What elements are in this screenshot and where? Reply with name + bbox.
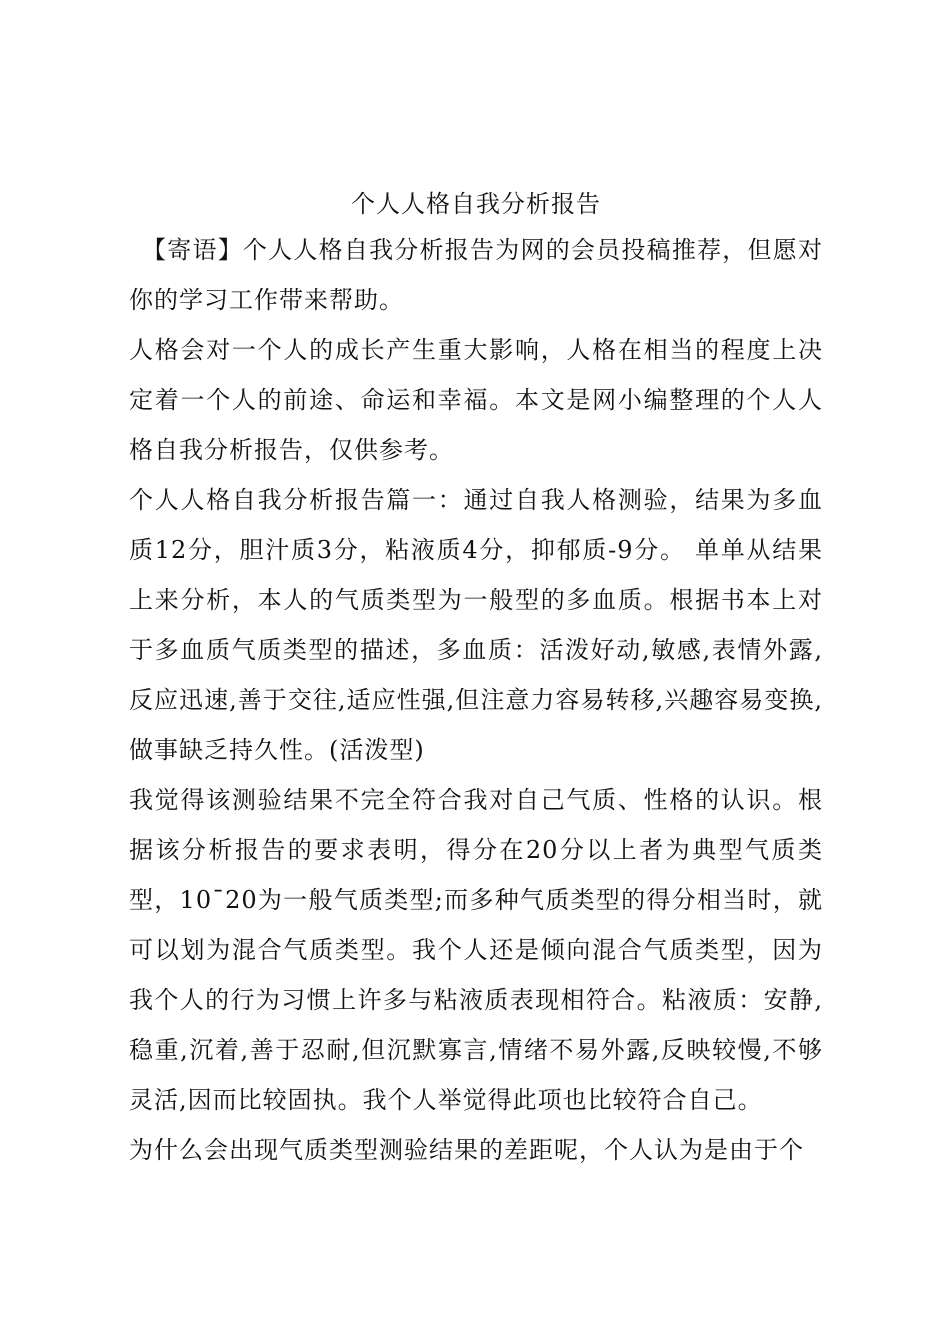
test-result-paragraph: 个人人格自我分析报告篇一：通过自我人格测验，结果为多血质12分，胆汁质3分，粘液质4分，抑郁质-9分。 单单从结果上来分析，本人的气质类型为一般型的多血质。根据书本上对于多血质气质类型的描述，多血质：活泼好动,敏感,表情外露,反应迅速,善于交往,适应性强,但注意力容易转移,兴趣容易变换,做事缺乏持久性。(活泼型) (129, 486, 823, 764)
question-paragraph: 为什么会出现气质类型测验结果的差距呢，个人认为是由于个 (129, 1136, 804, 1164)
foreword-paragraph: 【寄语】个人人格自我分析报告为网的会员投稿推荐，但愿对你的学习工作带来帮助。 (129, 236, 823, 314)
intro-paragraph: 人格会对一个人的成长产生重大影响，人格在相当的程度上决定着一个人的前途、命运和幸福。本文是网小编整理的个人人格自我分析报告，仅供参考。 (129, 336, 823, 464)
document-body (129, 188, 823, 1175)
document-title: 个人人格自我分析报告 (351, 190, 601, 218)
analysis-paragraph: 我觉得该测验结果不完全符合我对自己气质、性格的认识。根据该分析报告的要求表明，得分在20分以上者为典型气质类型，10¯20为一般气质类型;而多种气质类型的得分相当时，就可以划为混合气质类型。我个人还是倾向混合气质类型，因为我个人的行为习惯上许多与粘液质表现相符合。粘液质：安静,稳重,沉着,善于忍耐,但沉默寡言,情绪不易外露,反映较慢,不够灵活,因而比较固执。我个人举觉得此项也比较符合自己。 (129, 786, 823, 1114)
